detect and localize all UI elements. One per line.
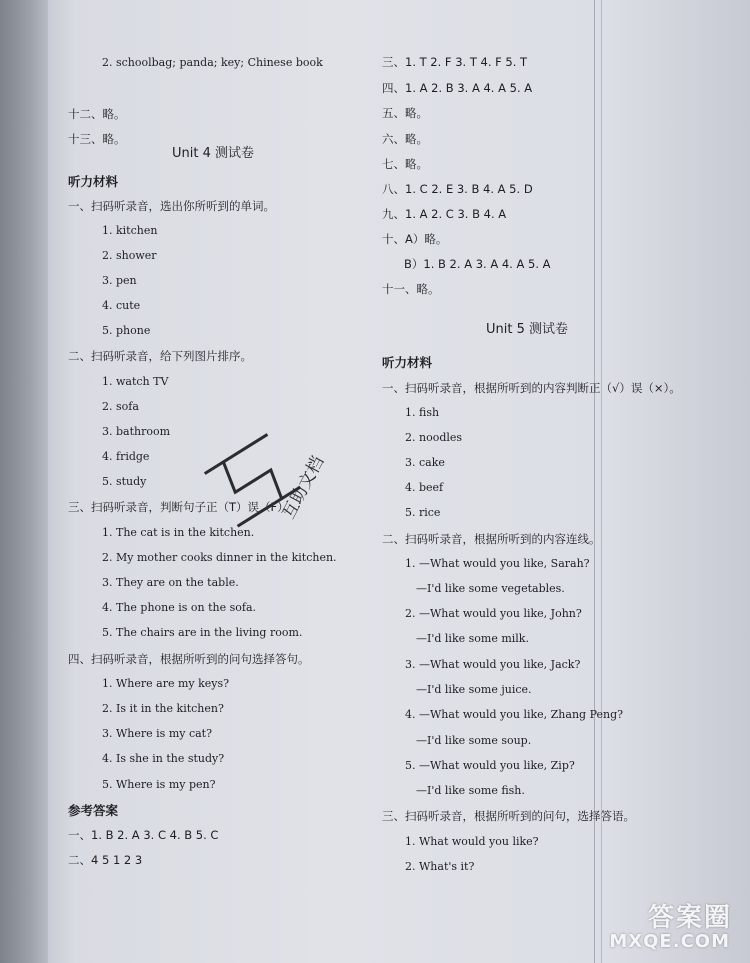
list-item: 3. bathroom	[102, 425, 171, 438]
answer-line: 六、略。	[382, 132, 428, 146]
list-item: 1. fish	[405, 406, 440, 419]
answer-line: 四、1. A 2. B 3. A 4. A 5. A	[382, 81, 533, 95]
list-item: 2. Is it in the kitchen?	[102, 702, 224, 715]
list-item: —I'd like some fish.	[416, 784, 525, 797]
list-item: —I'd like some vegetables.	[416, 582, 565, 595]
section-4-title: 四、扫码听录音，根据所听到的问句选择答句。	[68, 652, 310, 666]
list-item: 1. The cat is in the kitchen.	[102, 526, 255, 539]
section-3-title: 三、扫码听录音，判断句子正（T）误（F）。	[68, 500, 295, 514]
section-2-title: 二、扫码听录音，给下列图片排序。	[68, 349, 252, 363]
list-item: —I'd like some soup.	[416, 734, 532, 747]
list-item: 4. fridge	[102, 450, 150, 463]
list-item: 2. noodles	[405, 431, 463, 444]
unit4-title: Unit 4 测试卷	[172, 146, 254, 161]
section-1-title: 一、扫码听录音，根据所听到的内容判断正（√）误（×）。	[382, 381, 681, 395]
section-1-title: 一、扫码听录音，选出你所听到的单词。	[68, 199, 275, 213]
list-item: 5. rice	[405, 506, 441, 519]
list-item: 2. shower	[102, 249, 157, 262]
list-item: 1. kitchen	[102, 224, 158, 237]
left-top-item-3: 十三、略。	[68, 132, 126, 146]
page-binding-edge	[0, 0, 48, 963]
list-item: 4. Is she in the study?	[102, 752, 225, 765]
list-item: 4. —What would you like, Zhang Peng?	[405, 708, 624, 721]
list-item: 4. The phone is on the sofa.	[102, 601, 257, 614]
answer-line: B）1. B 2. A 3. A 4. A 5. A	[404, 257, 551, 271]
answer-line: 八、1. C 2. E 3. B 4. A 5. D	[382, 182, 533, 196]
section-3-title: 三、扫码听录音，根据所听到的问句，选择答语。	[382, 809, 635, 823]
section-2-title: 二、扫码听录音，根据所听到的内容连线。	[382, 532, 601, 546]
list-item: —I'd like some milk.	[416, 632, 529, 645]
list-item: 1. —What would you like, Sarah?	[405, 557, 590, 570]
list-item: 3. —What would you like, Jack?	[405, 658, 581, 671]
answer-line: 七、略。	[382, 157, 428, 171]
list-item: 3. cake	[405, 456, 445, 469]
left-top-item-1: 2. schoolbag; panda; key; Chinese book	[102, 56, 323, 69]
stamp-text: 互助文档	[278, 452, 329, 523]
list-item: 2. My mother cooks dinner in the kitchen.	[102, 551, 337, 564]
watermark-bottom: MXQE.COM	[609, 931, 730, 952]
answer-line: 九、1. A 2. C 3. B 4. A	[382, 207, 507, 221]
list-item: 2. sofa	[102, 400, 139, 413]
list-item: 2. What's it?	[405, 860, 475, 873]
list-item: 5. phone	[102, 324, 151, 337]
list-item: 4. beef	[405, 481, 444, 494]
watermark-top: 答案圈	[647, 903, 732, 933]
list-item: 1. Where are my keys?	[102, 677, 230, 690]
list-item: 5. Where is my pen?	[102, 778, 216, 791]
answer-line: 二、4 5 1 2 3	[68, 853, 143, 867]
list-item: 3. They are on the table.	[102, 576, 239, 589]
left-top-item-2: 十二、略。	[68, 107, 126, 121]
answer-line: 一、1. B 2. A 3. C 4. B 5. C	[68, 828, 219, 842]
answers-title: 参考答案	[68, 803, 119, 818]
list-item: 5. —What would you like, Zip?	[405, 759, 575, 772]
list-item: 3. Where is my cat?	[102, 727, 212, 740]
list-item: —I'd like some juice.	[416, 683, 532, 696]
list-item: 3. pen	[102, 274, 137, 287]
answer-line: 五、略。	[382, 106, 428, 120]
unit5-title: Unit 5 测试卷	[486, 322, 568, 337]
answer-line: 十一、略。	[382, 282, 440, 296]
answer-line: 三、1. T 2. F 3. T 4. F 5. T	[382, 55, 528, 69]
list-item: 1. What would you like?	[405, 835, 539, 848]
listening-title: 听力材料	[68, 174, 119, 189]
listening-title: 听力材料	[382, 355, 433, 370]
list-item: 5. study	[102, 475, 147, 488]
list-item: 4. cute	[102, 299, 141, 312]
answer-line: 十、A）略。	[382, 232, 448, 246]
site-watermark	[609, 897, 732, 955]
list-item: 1. watch TV	[102, 375, 169, 388]
list-item: 5. The chairs are in the living room.	[102, 626, 303, 639]
list-item: 2. —What would you like, John?	[405, 607, 582, 620]
